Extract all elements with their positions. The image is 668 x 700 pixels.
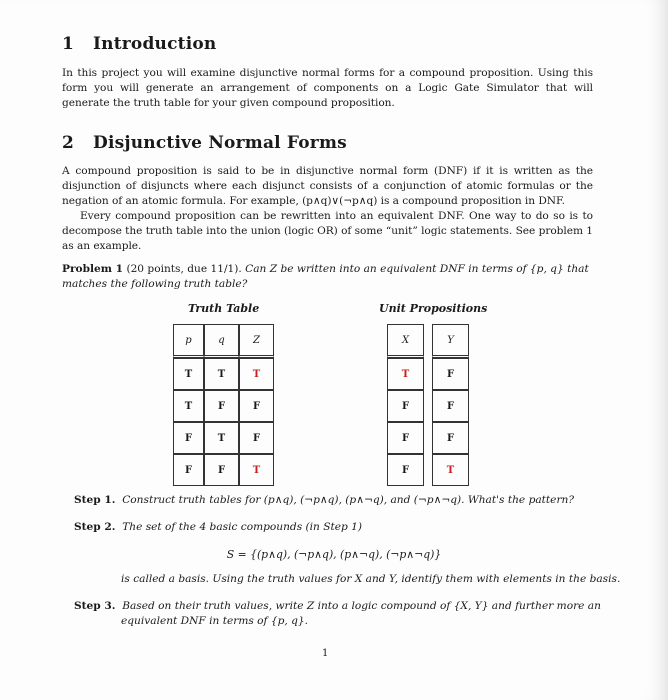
truth-table-cell: F (173, 422, 204, 454)
problem-1-statement (62, 262, 593, 292)
step-3-line-1: Based on their truth values, write Z into a logic compound of {X, Y} and further more an (122, 600, 601, 612)
table-row (387, 454, 469, 486)
dnf-rewrite-paragraph: Every compound proposition can be rewritten into an equivalent DNF. One way to do so is to decompose the truth table into the union (logic OR) of some “unit” logic statements. See problem 1 as an example. (62, 210, 593, 252)
unit-table-cell: F (387, 390, 424, 422)
truth-table-caption: Truth Table (188, 302, 260, 315)
table-row (387, 422, 469, 454)
table-row (387, 358, 469, 390)
step-2-followup: is called a basis. Using the truth values for X and Y, identify them with elements in the basis. (121, 573, 621, 585)
section-2-number: 2 (62, 133, 75, 153)
unit-propositions-caption: Unit Propositions (379, 302, 488, 315)
page-number: 1 (322, 648, 329, 659)
step-3 (74, 599, 601, 614)
section-1-heading (62, 34, 216, 54)
step-2-label: Step 2. (74, 521, 116, 533)
unit-table-header-cell: Y (432, 324, 469, 358)
unit-table-cell: T (432, 454, 469, 486)
step-1 (74, 493, 574, 508)
section-1-title: Introduction (93, 34, 217, 54)
truth-table-cell: F (204, 454, 239, 486)
table-row (173, 358, 274, 390)
truth-table-header-cell: q (204, 324, 239, 358)
unit-table-header-row (387, 324, 469, 358)
basis-formula: S = {(p∧q), (¬p∧q), (p∧¬q), (¬p∧¬q)} (226, 548, 442, 561)
truth-table-cell: T (204, 358, 239, 390)
truth-table-header-row (173, 324, 274, 358)
truth-table-cell: T (173, 390, 204, 422)
dnf-definition-paragraph: A compound proposition is said to be in disjunctive normal form (DNF) if it is written as the disjunction of disjuncts where each disjunct consists of a conjunction of atomic formulas or the negation of an atomic formula. For example, (p∧q)∨(¬p∧q) is a compound proposition in DNF. (62, 165, 593, 207)
problem-text: Can Z be written into an equivalent DNF in terms of {p, q} that matches the following truth table? (62, 263, 589, 290)
truth-table-cell: F (239, 422, 274, 454)
truth-table-cell: T (173, 358, 204, 390)
step-1-label: Step 1. (74, 494, 116, 506)
unit-table-cell: F (432, 390, 469, 422)
table-row (173, 422, 274, 454)
section-1-number: 1 (62, 34, 75, 54)
unit-table-cell: F (387, 422, 424, 454)
step-3-continued (121, 614, 308, 629)
unit-propositions-table (379, 324, 477, 486)
section-2-title: Disjunctive Normal Forms (93, 133, 347, 153)
truth-table-header-cell: Z (239, 324, 274, 358)
truth-table-cell: T (204, 422, 239, 454)
truth-table-cell: F (173, 454, 204, 486)
section-2-body (62, 164, 593, 254)
section-2-heading (62, 133, 347, 153)
step-2-text: The set of the 4 basic compounds (in Step 1) (122, 521, 363, 533)
problem-label: Problem 1 (62, 263, 124, 275)
truth-table-cell: F (239, 390, 274, 422)
intro-paragraph: In this project you will examine disjunctive normal forms for a compound proposition. Using this form you will generate an arrangement of components on a Logic Gate Simulator that will generate the truth table for your given compound proposition. (62, 67, 593, 109)
truth-table-cell: T (239, 454, 274, 486)
table-row (173, 390, 274, 422)
section-1-body (62, 66, 593, 111)
step-1-text: Construct truth tables for (p∧q), (¬p∧q), (p∧¬q), and (¬p∧¬q). What's the pattern? (122, 494, 575, 506)
step-3-line-2: equivalent DNF in terms of {p, q}. (121, 615, 308, 627)
unit-table-cell: F (432, 358, 469, 390)
step-2 (74, 520, 362, 535)
truth-table-cell: F (204, 390, 239, 422)
step-3-label: Step 3. (74, 600, 116, 612)
truth-table (173, 324, 274, 486)
table-row (173, 454, 274, 486)
problem-meta: (20 points, due 11/1). (126, 263, 242, 275)
table-row (387, 390, 469, 422)
unit-table-cell: F (432, 422, 469, 454)
truth-table-header-cell: p (173, 324, 204, 358)
unit-table-cell: F (387, 454, 424, 486)
truth-table-cell: T (239, 358, 274, 390)
unit-table-header-cell: X (387, 324, 424, 358)
unit-table-cell: T (387, 358, 424, 390)
